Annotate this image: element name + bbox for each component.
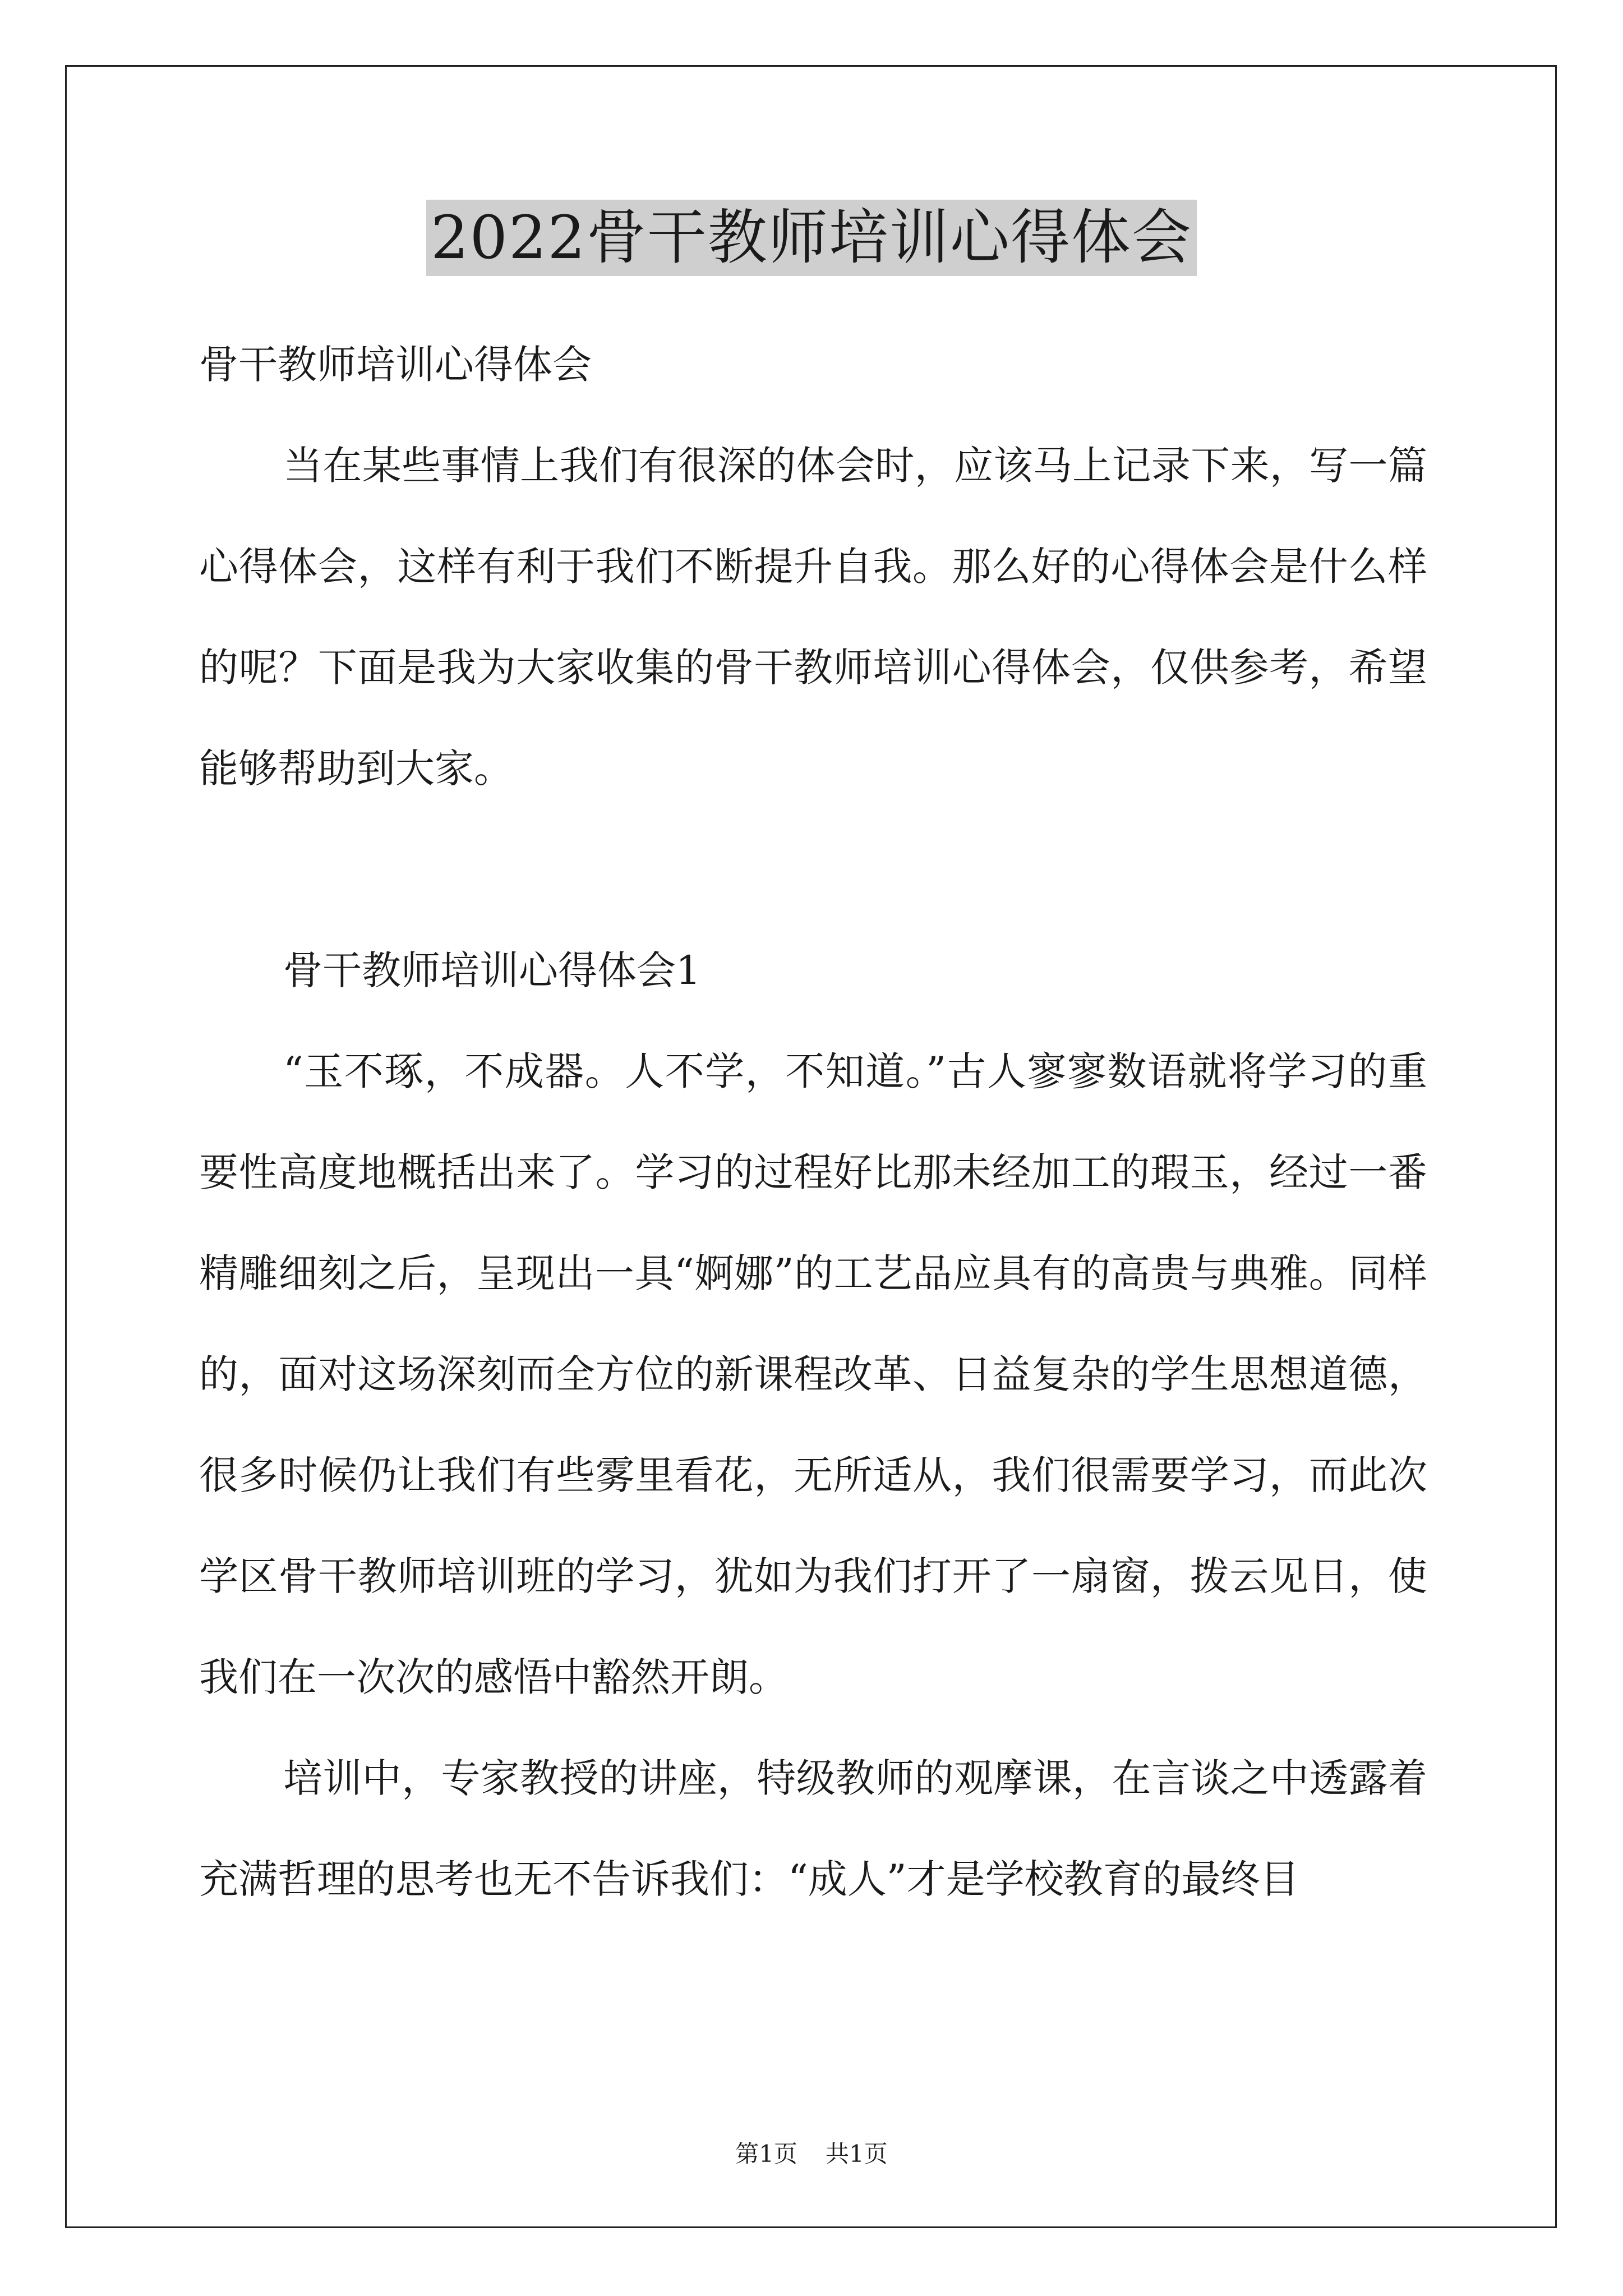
intro-paragraph: 当在某些事情上我们有很深的体会时，应该马上记录下来，写一篇心得体会，这样有利于我们不断提升自我。那么好的心得体会是什么样的呢？下面是我为大家收集的骨干教师培训心得体会，仅供参考，希望能够帮助到大家。: [199, 443, 1427, 792]
page-footer: [0, 2137, 1623, 2171]
document-body: [199, 314, 1427, 1930]
section-heading: 骨干教师培训心得体会1: [283, 947, 701, 993]
title-container: [0, 200, 1623, 276]
subtitle: 骨干教师培训心得体会: [199, 342, 592, 388]
document-title: 2022骨干教师培训心得体会: [426, 200, 1197, 276]
body-paragraph-1: “玉不琢，不成器。人不学，不知道。”古人寥寥数语就将学习的重要性高度地概括出来了。学习的过程好比那未经加工的瑕玉，经过一番精雕细刻之后，呈现出一具“婀娜”的工艺品应具有的高贵与典雅。同样的，面对这场深刻而全方位的新课程改革、日益复杂的学生思想道德，很多时候仍让我们有些雾里看花，无所适从，我们很需要学习，而此次学区骨干教师培训班的学习，犹如为我们打开了一扇窗，拨云见日，使我们在一次次的感悟中豁然开朗。: [199, 1048, 1427, 1700]
page-number: 第1页: [735, 2140, 797, 2168]
body-paragraph-2: 培训中，专家教授的讲座，特级教师的观摩课，在言谈之中透露着充满哲理的思考也无不告诉我们：“成人”才是学校教育的最终目: [199, 1755, 1427, 1902]
page-total: 共1页: [826, 2140, 888, 2168]
